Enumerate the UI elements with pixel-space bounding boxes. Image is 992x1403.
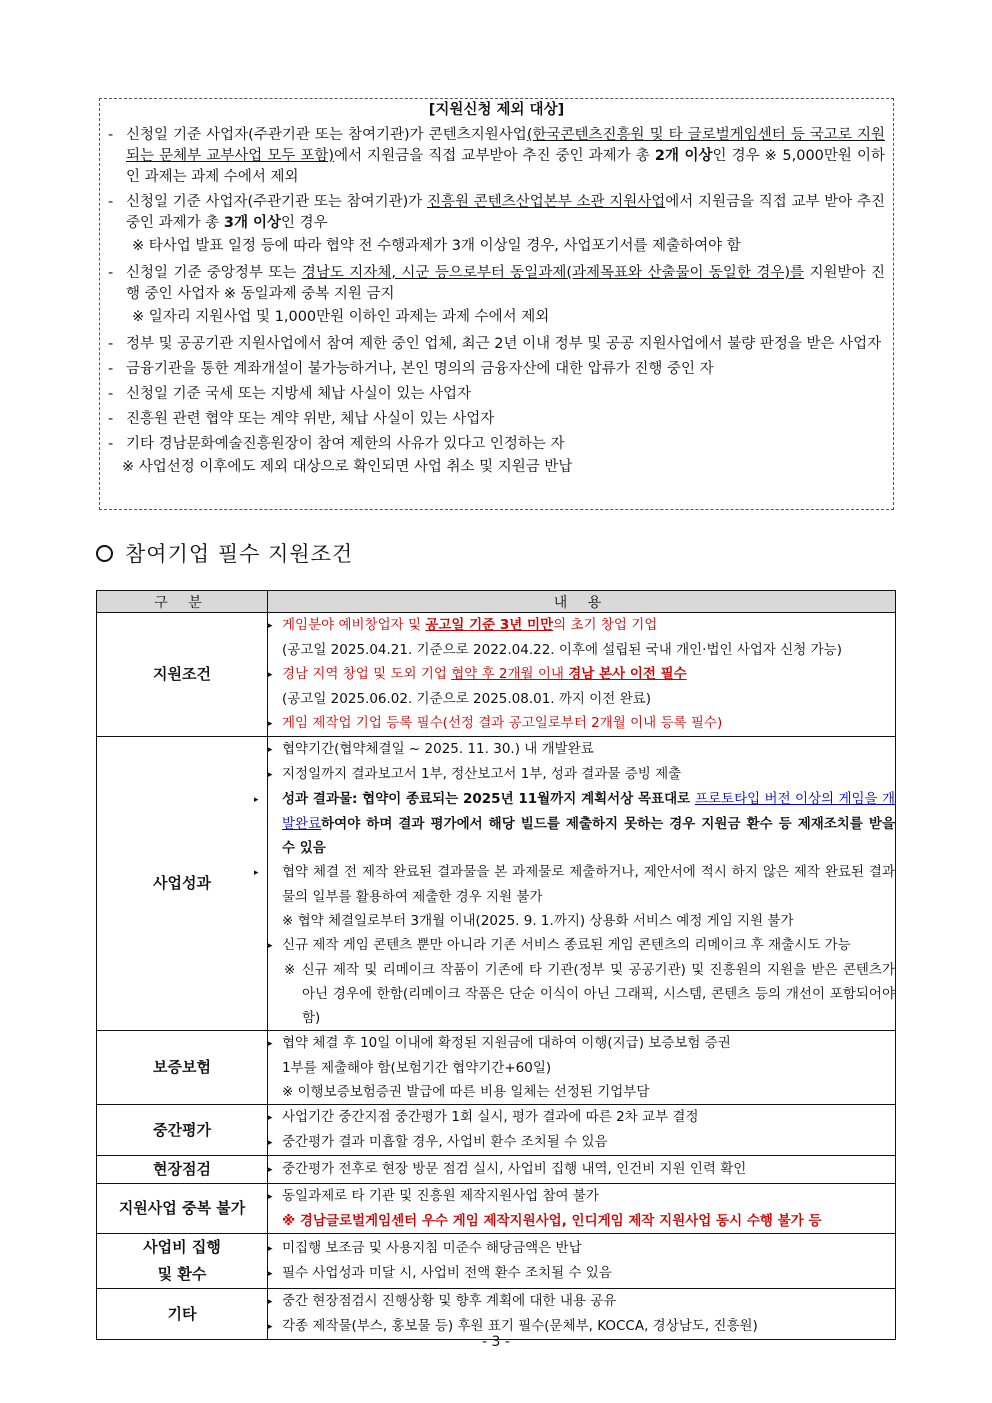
text-run: ※ 경남글로벌게임센터 우수 게임 제작지원사업, 인디게임 제작 지원사업 동시 수행 불가 등 xyxy=(282,1213,822,1229)
table-header-row xyxy=(97,591,896,613)
triangle-bullet-icon: ▸ xyxy=(268,770,273,780)
content-line xyxy=(268,933,895,958)
content-line xyxy=(254,860,895,909)
triangle-bullet-icon: ▸ xyxy=(268,745,273,755)
content-line xyxy=(268,1080,895,1104)
row-category: 지원조건 xyxy=(97,613,268,737)
row-content xyxy=(268,1234,896,1289)
text-run: 필수 사업성과 미달 시, 사업비 전액 환수 조치될 수 있음 xyxy=(282,1265,612,1281)
exclusion-note: ※ 타사업 발표 일정 등에 따라 협약 전 수행과제가 3개 이상일 경우, 사업포기서를 제출하여야 함 xyxy=(132,238,741,254)
text-run: 지원받아 진행 중인 사업자 ※ 동일과제 중복 지원 금지 xyxy=(126,265,885,302)
text-run: 진흥원 관련 협약 또는 계약 위반, 체납 사실이 있는 사업자 xyxy=(126,411,495,427)
content-line xyxy=(268,638,895,662)
table-header-category: 구 분 xyxy=(97,591,268,613)
text-run: 신규 제작 게임 콘텐츠 뿐만 아니라 기존 서비스 종료된 게임 콘텐츠의 리메이크 후 재출시도 가능 xyxy=(282,937,851,953)
triangle-bullet-icon: ▸ xyxy=(268,1113,273,1123)
text-run: ※ 협약 체결일로부터 3개월 이내(2025. 9. 1.까지) 상용화 서비스 예정 게임 지원 불가 xyxy=(282,913,794,929)
content-line xyxy=(268,737,895,762)
exclusion-item xyxy=(100,192,893,234)
text-run: 신청일 기준 중앙정부 또는 xyxy=(126,265,302,281)
dash-bullet: - xyxy=(108,436,114,452)
text-run: 성과 결과물: 협약이 종료되는 2025년 11월까지 계획서상 목표대로 xyxy=(282,791,695,807)
triangle-bullet-icon: ▸ xyxy=(268,1138,273,1148)
text-run: 에서 지원금을 직접 교부받아 추진 중인 과제가 총 xyxy=(334,148,655,164)
text-run: 경남도 지자체, 시군 등으로부터 동일과제(과제목표와 산출물이 동일한 경우)를 xyxy=(301,265,805,281)
text-run: 하여야 하며 결과 평가에서 해당 빌드를 제출하지 못하는 경우 지원금 환수 등 제재조치를 받을 수 있음 xyxy=(282,816,895,856)
triangle-bullet-icon: ▸ xyxy=(268,941,273,951)
text-run: 공고일 기준 3년 미만 xyxy=(425,617,554,633)
text-run: 게임분야 예비창업자 및 xyxy=(282,617,426,633)
exclusion-item xyxy=(100,409,893,430)
row-content xyxy=(268,1031,896,1105)
text-run: 경남 지역 창업 및 도외 기업 xyxy=(282,666,452,682)
table-header-content: 내 용 xyxy=(268,591,896,613)
triangle-bullet-icon: ▸ xyxy=(268,1165,273,1175)
triangle-bullet-icon: ▸ xyxy=(268,1039,273,1049)
text-run: 경남 본사 이전 필수 xyxy=(568,666,687,682)
table-row xyxy=(97,1234,896,1289)
row-content xyxy=(268,1289,896,1340)
text-run: (공고일 2025.04.21. 기준으로 2022.04.22. 이후에 설립된 국내 개인·법인 사업자 신청 가능) xyxy=(282,642,842,658)
table-row xyxy=(97,737,896,1031)
content-line xyxy=(268,1056,895,1080)
exclusion-item xyxy=(100,359,893,380)
row-category: 보증보험 xyxy=(97,1031,268,1105)
exclusion-note: ※ 사업선정 이후에도 제외 대상으로 확인되면 사업 취소 및 지원금 반납 xyxy=(122,459,573,475)
circle-bullet-icon xyxy=(96,545,113,562)
content-line xyxy=(268,762,895,787)
row-content xyxy=(268,1184,896,1234)
content-line xyxy=(268,1105,895,1130)
content-line xyxy=(268,711,895,736)
text-run: 인 경우 ※ 5,000만원 이하인 과제는 과제 수에서 제외 xyxy=(126,148,885,185)
text-run: (한국콘텐츠진흥원 및 타 글로벌게임센터 등 국고로 지원되는 문체부 교부사업 모두 포함) xyxy=(126,127,885,164)
text-run: 기타 경남문화예술진흥원장이 참여 제한의 사유가 있다고 인정하는 자 xyxy=(126,436,565,452)
row-category: 사업비 집행 및 환수 xyxy=(97,1234,268,1289)
row-content xyxy=(268,613,896,737)
text-run: 각종 제작물(부스, 홍보물 등) 후원 표기 필수(문체부, KOCCA, 경상남도, 진흥원) xyxy=(282,1318,758,1334)
row-content xyxy=(268,1105,896,1156)
section-heading xyxy=(96,538,353,568)
text-run: 사업기간 중간지점 중간평가 1회 실시, 평가 결과에 따른 2차 교부 결정 xyxy=(282,1109,699,1125)
triangle-bullet-icon: ▸ xyxy=(268,1322,273,1332)
content-line xyxy=(268,1130,895,1155)
triangle-bullet-icon: ▸ xyxy=(268,719,273,729)
row-category: 기타 xyxy=(97,1289,268,1340)
content-line xyxy=(254,787,895,860)
row-category: 사업성과 xyxy=(97,737,268,1031)
table-row xyxy=(97,1105,896,1156)
content-line xyxy=(268,687,895,711)
text-run: 프로토타입 버전 이상의 게임을 개발완료 xyxy=(282,791,895,832)
row-category: 지원사업 중복 불가 xyxy=(97,1184,268,1234)
text-run: 지정일까지 결과보고서 1부, 정산보고서 1부, 성과 결과물 증빙 제출 xyxy=(282,766,682,782)
content-line xyxy=(268,1236,895,1261)
text-run: 협약 체결 전 제작 완료된 결과물을 본 과제물로 제출하거나, 제안서에 적시 하지 않은 제작 완료된 결과물의 일부를 활용하여 제출한 경우 지원 불가 xyxy=(282,864,895,905)
dash-bullet: - xyxy=(108,336,114,352)
dash-bullet: - xyxy=(108,194,114,210)
triangle-bullet-icon: ▸ xyxy=(268,1244,273,1254)
table-row xyxy=(97,1031,896,1105)
text-run: 3개 이상 xyxy=(223,215,282,231)
text-run: ※ 이행보증보험증권 발급에 따른 비용 일체는 선정된 기업부담 xyxy=(282,1084,650,1100)
text-run: 게임 제작업 기업 등록 필수(선정 결과 공고일로부터 2개월 이내 등록 필수) xyxy=(282,715,723,731)
exclusion-item xyxy=(100,125,893,188)
text-run: 협약 체결 후 10일 이내에 확정된 지원금에 대하여 이행(지급) 보증보험 증권 xyxy=(282,1035,731,1051)
exclusion-item xyxy=(100,434,893,455)
dash-bullet: - xyxy=(108,361,114,377)
exclusion-title: [지원신청 제외 대상] xyxy=(428,102,565,118)
text-run: 동일과제로 타 기관 및 진흥원 제작지원사업 참여 불가 xyxy=(282,1188,599,1204)
triangle-bullet-icon: ▸ xyxy=(268,670,273,680)
dash-bullet: - xyxy=(108,127,114,143)
row-content xyxy=(268,1156,896,1184)
text-run: 정부 및 공공기관 지원사업에서 참여 제한 중인 업체, 최근 2년 이내 정부 및 공공 지원사업에서 불량 판정을 받은 사업자 xyxy=(126,336,882,352)
text-run: 인 경우 xyxy=(281,215,328,231)
content-line xyxy=(268,1031,895,1056)
content-line xyxy=(268,613,895,638)
text-run: 중간 현장점검시 진행상황 및 향후 계획에 대한 내용 공유 xyxy=(282,1293,617,1309)
dash-bullet: - xyxy=(108,411,114,427)
text-run: 협약 후 2개월 이내 xyxy=(451,666,569,682)
row-category: 중간평가 xyxy=(97,1105,268,1156)
content-line xyxy=(268,662,895,687)
content-line xyxy=(268,1157,895,1182)
table-row xyxy=(97,613,896,737)
table-row xyxy=(97,1184,896,1234)
dash-bullet: - xyxy=(108,386,114,402)
text-run: 신청일 기준 국세 또는 지방세 체납 사실이 있는 사업자 xyxy=(126,386,472,402)
text-run: 신청일 기준 사업자(주관기관 또는 참여기관)가 콘텐츠지원사업 xyxy=(126,127,527,143)
text-run: 1부를 제출해야 함(보험기간 협약기간+60일) xyxy=(282,1060,552,1076)
text-run: 신청일 기준 사업자(주관기관 또는 참여기관)가 xyxy=(126,194,428,210)
exclusion-item xyxy=(100,263,893,305)
content-line xyxy=(268,1209,895,1233)
exclusion-item xyxy=(100,334,893,355)
text-run: 미집행 보조금 및 사용지침 미준수 해당금액은 반납 xyxy=(282,1240,582,1256)
triangle-bullet-icon: ▸ xyxy=(268,621,273,631)
text-run: (공고일 2025.06.02. 기준으로 2025.08.01. 까지 이전 완료) xyxy=(282,691,651,707)
text-run: 에서 지원금을 직접 교부 받아 추진 중인 과제가 총 xyxy=(126,194,885,231)
triangle-bullet-icon: ▸ xyxy=(268,1192,273,1202)
content-line xyxy=(268,1261,895,1286)
table-body xyxy=(97,613,896,1340)
triangle-bullet-icon: ▸ xyxy=(254,795,259,805)
exclusion-box xyxy=(99,98,894,510)
content-line xyxy=(268,958,895,1030)
text-run: 진흥원 콘텐츠산업본부 소관 지원사업 xyxy=(427,194,666,210)
content-line xyxy=(268,1184,895,1209)
exclusion-note: ※ 일자리 지원사업 및 1,000만원 이하인 과제는 과제 수에서 제외 xyxy=(132,309,550,325)
triangle-bullet-icon: ▸ xyxy=(268,1269,273,1279)
content-line xyxy=(268,909,895,933)
text-run: 중간평가 결과 미흡할 경우, 사업비 환수 조치될 수 있음 xyxy=(282,1134,608,1150)
exclusion-list xyxy=(100,125,893,480)
page-number: - 3 - xyxy=(482,1334,510,1350)
text-run: 협약기간(협약체결일 ~ 2025. 11. 30.) 내 개발완료 xyxy=(282,741,594,757)
text-run: 중간평가 전후로 현장 방문 점검 실시, 사업비 집행 내역, 인건비 지원 인력 확인 xyxy=(282,1161,747,1177)
table-row xyxy=(97,1156,896,1184)
row-category: 현장점검 xyxy=(97,1156,268,1184)
table-row xyxy=(97,1289,896,1340)
text-run: 2개 이상 xyxy=(654,148,713,164)
section-heading-text: 참여기업 필수 지원조건 xyxy=(125,542,354,566)
text-run: 의 초기 창업 기업 xyxy=(553,617,658,633)
content-line xyxy=(268,1289,895,1314)
triangle-bullet-icon: ▸ xyxy=(254,868,259,878)
triangle-bullet-icon: ▸ xyxy=(268,1297,273,1307)
text-run: 금융기관을 통한 계좌개설이 불가능하거나, 본인 명의의 금융자산에 대한 압류가 진행 중인 자 xyxy=(126,361,714,377)
text-run: ※ 신규 제작 및 리메이크 작품이 기존에 타 기관(정부 및 공공기관) 및 진흥원의 지원을 받은 콘텐츠가 아닌 경우에 한함(리메이크 작품은 단순 이식이 아닌 그래픽, 시스템, 콘텐츠 등의 개선이 포함되어야 함) xyxy=(284,962,895,1026)
row-content xyxy=(254,737,896,1031)
exclusion-item xyxy=(100,384,893,405)
conditions-table xyxy=(96,590,896,1340)
dash-bullet: - xyxy=(108,265,114,281)
